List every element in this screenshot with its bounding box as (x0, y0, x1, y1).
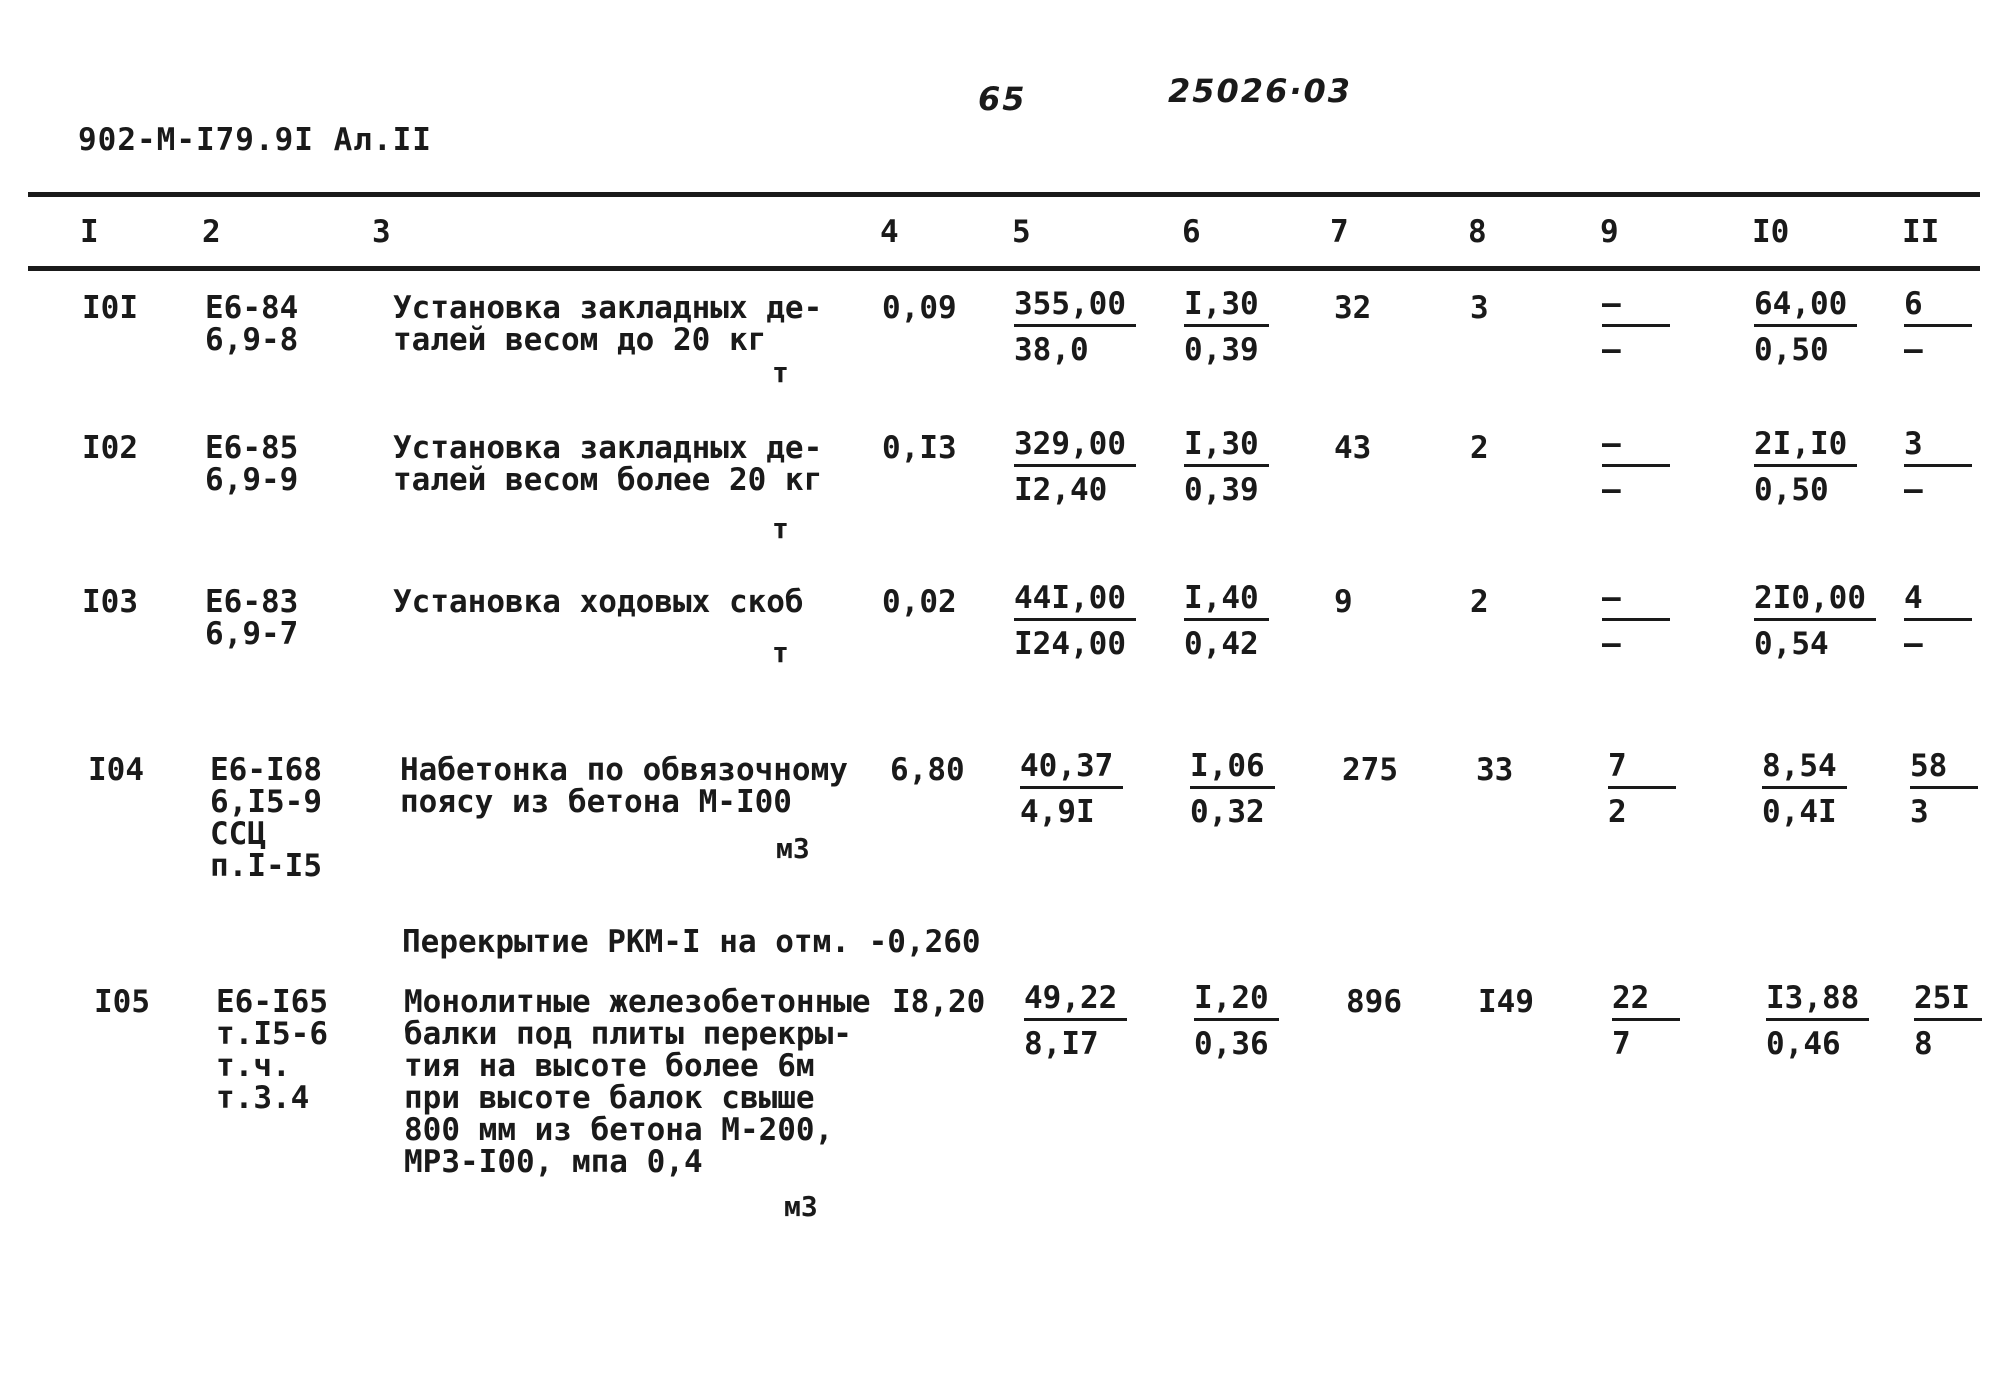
table-row (0, 286, 2013, 389)
column-6-top: I,30 (1184, 284, 1269, 327)
column-9-values (1602, 284, 1670, 373)
work-description: Установка ходовых скоб (393, 584, 804, 620)
column-header-7: 7 (1330, 214, 1349, 250)
table-row (0, 426, 2013, 545)
column-9-bottom: 2 (1608, 794, 1627, 830)
column-10-bottom: 0,54 (1754, 626, 1829, 662)
column-6-bottom: 0,42 (1184, 626, 1259, 662)
column-header-1: I (80, 214, 99, 250)
column-5-bottom: 4,9I (1020, 794, 1095, 830)
unit-of-measure: т (772, 636, 789, 669)
section-title: Перекрытие РКМ-I на отм. -0,260 (402, 924, 981, 960)
column-10-top: 2I0,00 (1754, 578, 1876, 621)
norm-code: E6-85 6,9-9 (205, 430, 299, 498)
column-11-bottom: 8 (1914, 1026, 1933, 1062)
column-9-values (1602, 578, 1670, 667)
column-9-bottom: – (1602, 472, 1621, 508)
unit-of-measure: т (772, 512, 789, 545)
column-11-bottom: – (1904, 472, 1923, 508)
column-6-bottom: 0,32 (1190, 794, 1265, 830)
work-description: Установка закладных де- талей весом более 20 кг (393, 430, 823, 498)
row-number: I05 (94, 984, 150, 1020)
column-6-top: I,20 (1194, 978, 1279, 1021)
column-5-top: 355,00 (1014, 284, 1136, 327)
column-6-values (1190, 746, 1275, 835)
column-6-bottom: 0,39 (1184, 332, 1259, 368)
column-6-values (1184, 578, 1269, 667)
column-5-bottom: I2,40 (1014, 472, 1108, 508)
page-number: 65 (978, 80, 1027, 118)
header-bottom-rule (28, 266, 1980, 271)
table-top-rule (28, 192, 1980, 197)
column-6-values (1184, 284, 1269, 373)
column-9-bottom: 7 (1612, 1026, 1631, 1062)
column-header-6: 6 (1182, 214, 1201, 250)
column-7-value: 9 (1334, 584, 1353, 620)
norm-code: E6-83 6,9-7 (205, 584, 299, 652)
column-11-values (1910, 746, 1978, 835)
column-11-bottom: – (1904, 626, 1923, 662)
unit-of-measure: т (772, 356, 789, 389)
column-8-value: 2 (1470, 430, 1489, 466)
column-7-value: 32 (1334, 290, 1372, 326)
column-6-top: I,06 (1190, 746, 1275, 789)
quantity: I8,20 (892, 984, 986, 1020)
column-11-values (1904, 284, 1972, 373)
work-description: Монолитные железобетонные балки под плиты перекры- тия на высоте более 6м при высоте балок свыше 800 мм из бетона М-200, МРЗ-I00, мпа 0,4 (404, 984, 871, 1180)
norm-code: E6-I68 6,I5-9 ССЦ п.I-I5 (210, 752, 322, 884)
column-10-values (1754, 578, 1876, 667)
column-5-values (1024, 978, 1127, 1067)
column-header-11: II (1902, 214, 1940, 250)
column-5-values (1014, 424, 1136, 513)
column-10-values (1754, 424, 1857, 513)
column-6-bottom: 0,36 (1194, 1026, 1269, 1062)
column-5-values (1020, 746, 1123, 835)
handwritten-code: 25026·03 (1168, 72, 1353, 110)
column-11-top: 6 (1904, 284, 1972, 327)
column-11-bottom: – (1904, 332, 1923, 368)
column-6-top: I,40 (1184, 578, 1269, 621)
column-9-values (1612, 978, 1680, 1067)
column-11-top: 25I (1914, 978, 1982, 1021)
column-6-bottom: 0,39 (1184, 472, 1259, 508)
row-number: I02 (82, 430, 138, 466)
column-7-value: 275 (1342, 752, 1398, 788)
row-number: I04 (88, 752, 144, 788)
column-8-value: 2 (1470, 584, 1489, 620)
column-11-values (1904, 424, 1972, 513)
column-11-top: 4 (1904, 578, 1972, 621)
column-5-top: 40,37 (1020, 746, 1123, 789)
column-header-2: 2 (202, 214, 221, 250)
column-10-values (1762, 746, 1847, 835)
column-5-top: 329,00 (1014, 424, 1136, 467)
column-5-bottom: 38,0 (1014, 332, 1089, 368)
column-7-value: 43 (1334, 430, 1372, 466)
column-11-values (1904, 578, 1972, 667)
column-9-top: 7 (1608, 746, 1676, 789)
column-8-value: 33 (1476, 752, 1514, 788)
quantity: 0,02 (882, 584, 957, 620)
norm-code: E6-84 6,9-8 (205, 290, 299, 358)
quantity: 6,80 (890, 752, 965, 788)
column-9-values (1608, 746, 1676, 835)
column-5-values (1014, 284, 1136, 373)
column-9-values (1602, 424, 1670, 513)
column-header-8: 8 (1468, 214, 1487, 250)
column-7-value: 896 (1346, 984, 1402, 1020)
column-6-values (1184, 424, 1269, 513)
unit-of-measure: м3 (776, 832, 810, 865)
table-row (0, 980, 2013, 1223)
column-6-values (1194, 978, 1279, 1067)
column-5-top: 49,22 (1024, 978, 1127, 1021)
column-header-5: 5 (1012, 214, 1031, 250)
column-9-top: – (1602, 424, 1670, 467)
work-description: Установка закладных де- талей весом до 20 кг (393, 290, 823, 358)
column-11-bottom: 3 (1910, 794, 1929, 830)
column-5-top: 44I,00 (1014, 578, 1136, 621)
column-10-bottom: 0,46 (1766, 1026, 1841, 1062)
column-9-top: – (1602, 284, 1670, 327)
column-10-bottom: 0,4I (1762, 794, 1837, 830)
column-9-top: – (1602, 578, 1670, 621)
norm-code: E6-I65 т.I5-6 т.ч. т.3.4 (216, 984, 328, 1116)
column-6-top: I,30 (1184, 424, 1269, 467)
column-11-top: 3 (1904, 424, 1972, 467)
column-9-bottom: – (1602, 626, 1621, 662)
column-10-top: 64,00 (1754, 284, 1857, 327)
column-5-bottom: I24,00 (1014, 626, 1126, 662)
column-10-values (1754, 284, 1857, 373)
work-description: Набетонка по обвязочному поясу из бетона М-I00 (400, 752, 848, 820)
column-10-bottom: 0,50 (1754, 332, 1829, 368)
column-9-top: 22 (1612, 978, 1680, 1021)
column-10-top: I3,88 (1766, 978, 1869, 1021)
column-8-value: 3 (1470, 290, 1489, 326)
column-header-3: 3 (372, 214, 391, 250)
table-row (0, 580, 2013, 669)
column-10-bottom: 0,50 (1754, 472, 1829, 508)
column-5-bottom: 8,I7 (1024, 1026, 1099, 1062)
column-header-4: 4 (880, 214, 899, 250)
table-row (0, 748, 2013, 884)
row-number: I0I (82, 290, 138, 326)
column-10-values (1766, 978, 1869, 1067)
column-5-values (1014, 578, 1136, 667)
column-11-values (1914, 978, 1982, 1067)
column-11-top: 58 (1910, 746, 1978, 789)
quantity: 0,09 (882, 290, 957, 326)
unit-of-measure: м3 (784, 1190, 818, 1223)
column-header-9: 9 (1600, 214, 1619, 250)
row-number: I03 (82, 584, 138, 620)
column-8-value: I49 (1478, 984, 1534, 1020)
document-id: 902-М-I79.9I Ал.II (78, 122, 432, 158)
column-10-top: 2I,I0 (1754, 424, 1857, 467)
column-header-10: I0 (1752, 214, 1790, 250)
column-9-bottom: – (1602, 332, 1621, 368)
quantity: 0,I3 (882, 430, 957, 466)
column-10-top: 8,54 (1762, 746, 1847, 789)
